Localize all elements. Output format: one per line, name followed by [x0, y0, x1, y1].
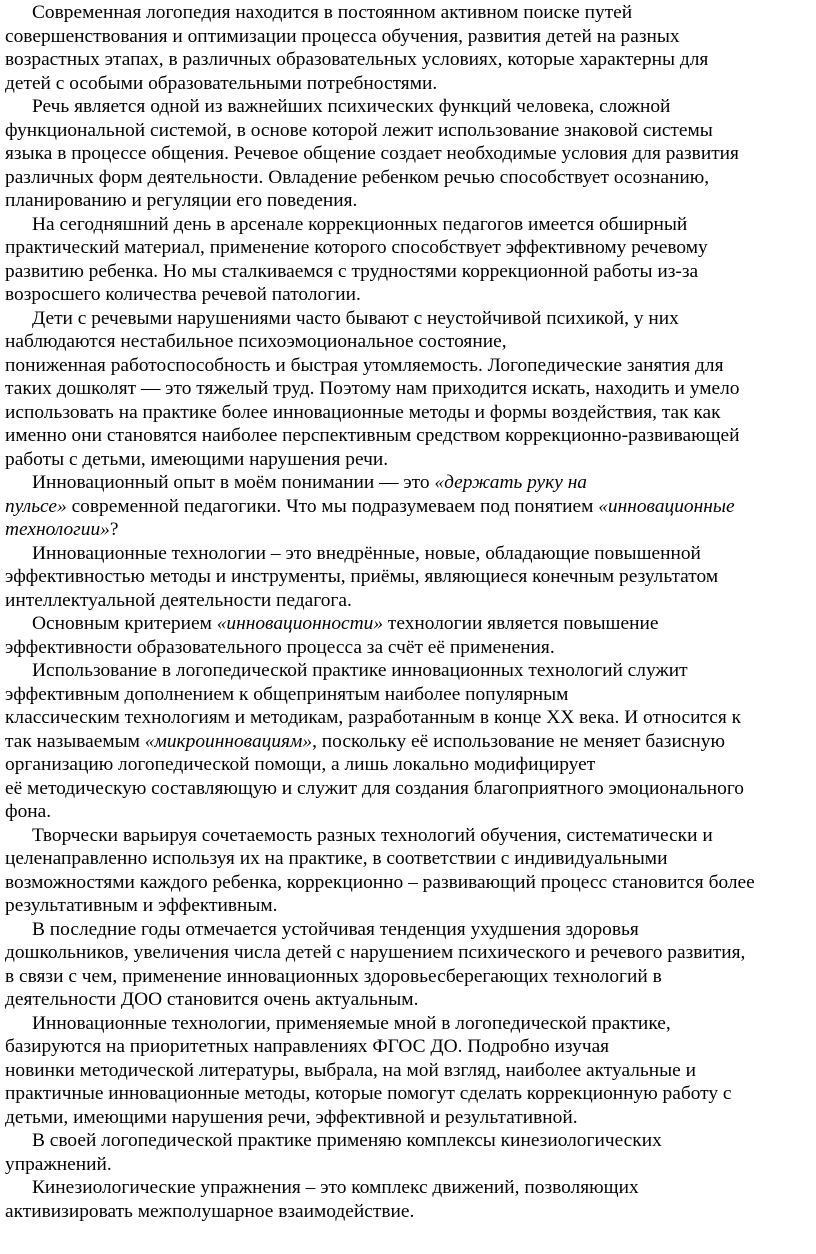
text-line: таких дошколят — это тяжелый труд. Поэтому нам приходится искать, находить и умело — [5, 378, 740, 399]
text-line: детьми, имеющими нарушения речи, эффективной и результативной. — [5, 1106, 578, 1128]
text-line: именно они становятся наиболее перспективным средством коррекционно-развивающей — [5, 425, 740, 446]
text-line: Инновационные технологии – это внедрённые, новые, обладающие повышенной — [32, 542, 701, 564]
text-line: Дети с речевыми нарушениями часто бывают с неустойчивой психикой, у них — [32, 307, 679, 329]
text-line: деятельности ДОО становится очень актуальным. — [5, 989, 419, 1010]
text-line: возможностями каждого ребенка, коррекционно – развивающий процесс становится более — [5, 871, 755, 893]
text-line: совершенствования и оптимизации процесса обучения, развития детей на разных — [5, 25, 680, 47]
paragraph-modern-speech-therapy — [5, 1, 809, 95]
text-line: интеллектуальной деятельности педагога. — [5, 589, 352, 611]
paragraph-use-in-practice — [5, 659, 809, 824]
text-segment: Основным критерием — [32, 613, 217, 634]
text-line: На сегодняшний день в арсенале коррекционных педагогов имеется обширный — [32, 213, 688, 235]
paragraph-kinesiology-practice — [5, 1129, 809, 1176]
text-line: развитию ребенка. Но мы сталкиваемся с трудностями коррекционной работы из-за — [5, 260, 699, 282]
paragraph-speech-function — [5, 95, 809, 213]
paragraph-innovative-experience — [5, 471, 809, 542]
text-line: дошкольников, увеличения числа детей с нарушением психического и речевого развития, — [5, 942, 746, 963]
text-segment: так называемым — [5, 730, 145, 752]
text-segment: технологии является повышение — [383, 613, 659, 634]
text-line: функциональной системой, в основе которой лежит использование знаковой системы — [5, 119, 713, 141]
text-line: классическим технологиям и методикам, разработанным в конце XX века. И относится к — [5, 707, 742, 728]
text-segment: ? — [109, 519, 119, 540]
text-line: в связи с чем, применение инновационных здоровьесберегающих технологий в — [5, 965, 662, 987]
text-line: новинки методической литературы, выбрала, на мой взгляд, наиболее актуальные и — [5, 1059, 696, 1081]
text-line: практичные инновационные методы, которые помогут сделать коррекционную работу с — [5, 1083, 732, 1104]
text-line: Творчески варьируя сочетаемость разных технологий обучения, систематически и — [32, 824, 713, 846]
text-line: активизировать межполушарное взаимодействие. — [5, 1200, 415, 1222]
text-line: Современная логопедия находится в постоянном активном поиске путей — [32, 2, 633, 23]
italic-text: «инновационности» — [216, 613, 384, 634]
text-line: Использование в логопедической практике инновационных технологий служит — [32, 660, 688, 681]
text-line: различных форм деятельности. Овладение ребенком речью способствует осознанию, — [5, 166, 710, 188]
italic-text: «держать руку на — [434, 472, 588, 493]
italic-text: пульсе» — [5, 495, 67, 517]
text-line: Инновационные технологии, применяемые мной в логопедической практике, — [32, 1012, 671, 1034]
paragraph-innovative-technologies-definition — [5, 542, 809, 613]
text-line: целенаправленно используя их на практике, в соответствии с индивидуальными — [5, 848, 668, 869]
text-line: детей с особыми образовательными потребностями. — [5, 72, 438, 94]
paragraph-health-trend — [5, 918, 809, 1012]
text-line: Кинезиологические упражнения – это комплекс движений, позволяющих — [32, 1177, 639, 1198]
text-line: упражнений. — [5, 1153, 112, 1175]
paragraph-creative-combination — [5, 824, 809, 918]
text-line: фона. — [5, 801, 52, 822]
text-segment: современной педагогики. Что мы подразумеваем под понятием — [66, 495, 599, 517]
text-line: организацию логопедической помощи, а лишь локально модифицирует — [5, 754, 596, 775]
text-line: планированию и регуляции его поведения. — [5, 190, 358, 211]
text-line: практический материал, применение которого способствует эффективному речевому — [5, 237, 708, 258]
text-line: возросшего количества речевой патологии. — [5, 284, 361, 305]
paragraph-practical-material — [5, 213, 809, 307]
italic-text: «инновационные — [598, 495, 735, 517]
text-line: использовать на практике более инновационные методы и формы воздействия, так как — [5, 401, 721, 423]
text-line: базируются на приоритетных направлениях ФГОС ДО. Подробно изучая — [5, 1036, 610, 1057]
text-line: работы с детьми, имеющими нарушения речи. — [5, 448, 389, 470]
text-line: возрастных этапах, в различных образовательных условиях, которые характерны для — [5, 49, 709, 70]
text-segment: Инновационный опыт в моём понимании — это — [32, 472, 435, 493]
text-line: её методическую составляющую и служит для создания благоприятного эмоционального — [5, 777, 745, 799]
italic-text: «микроинновациям» — [144, 730, 313, 752]
text-line: В последние годы отмечается устойчивая тенденция ухудшения здоровья — [32, 918, 639, 940]
text-line: языка в процессе общения. Речевое общение создает необходимые условия для развития — [5, 143, 739, 164]
text-line: В своей логопедической практике применяю комплексы кинезиологических — [32, 1130, 662, 1151]
text-line: эффективности образовательного процесса за счёт её применения. — [5, 636, 555, 658]
text-line: эффективным дополнением к общепринятым наиболее популярным — [5, 683, 569, 705]
paragraph-children-speech-disorders — [5, 307, 809, 472]
text-segment: , поскольку её использование не меняет базисную — [312, 730, 725, 752]
text-line: результативным и эффективным. — [5, 895, 278, 916]
text-line: Речь является одной из важнейших психических функций человека, сложной — [32, 96, 671, 117]
text-line: эффективностью методы и инструменты, приёмы, являющиеся конечным результатом — [5, 566, 719, 587]
paragraph-kinesiology-definition — [5, 1176, 809, 1223]
text-line: пониженная работоспособность и быстрая утомляемость. Логопедические занятия для — [5, 354, 724, 376]
italic-text: технологии» — [5, 519, 110, 540]
text-line: наблюдаются нестабильное психоэмоциональное состояние, — [5, 331, 507, 352]
paragraph-fgos-directions — [5, 1012, 809, 1130]
paragraph-innovation-criterion — [5, 612, 809, 659]
